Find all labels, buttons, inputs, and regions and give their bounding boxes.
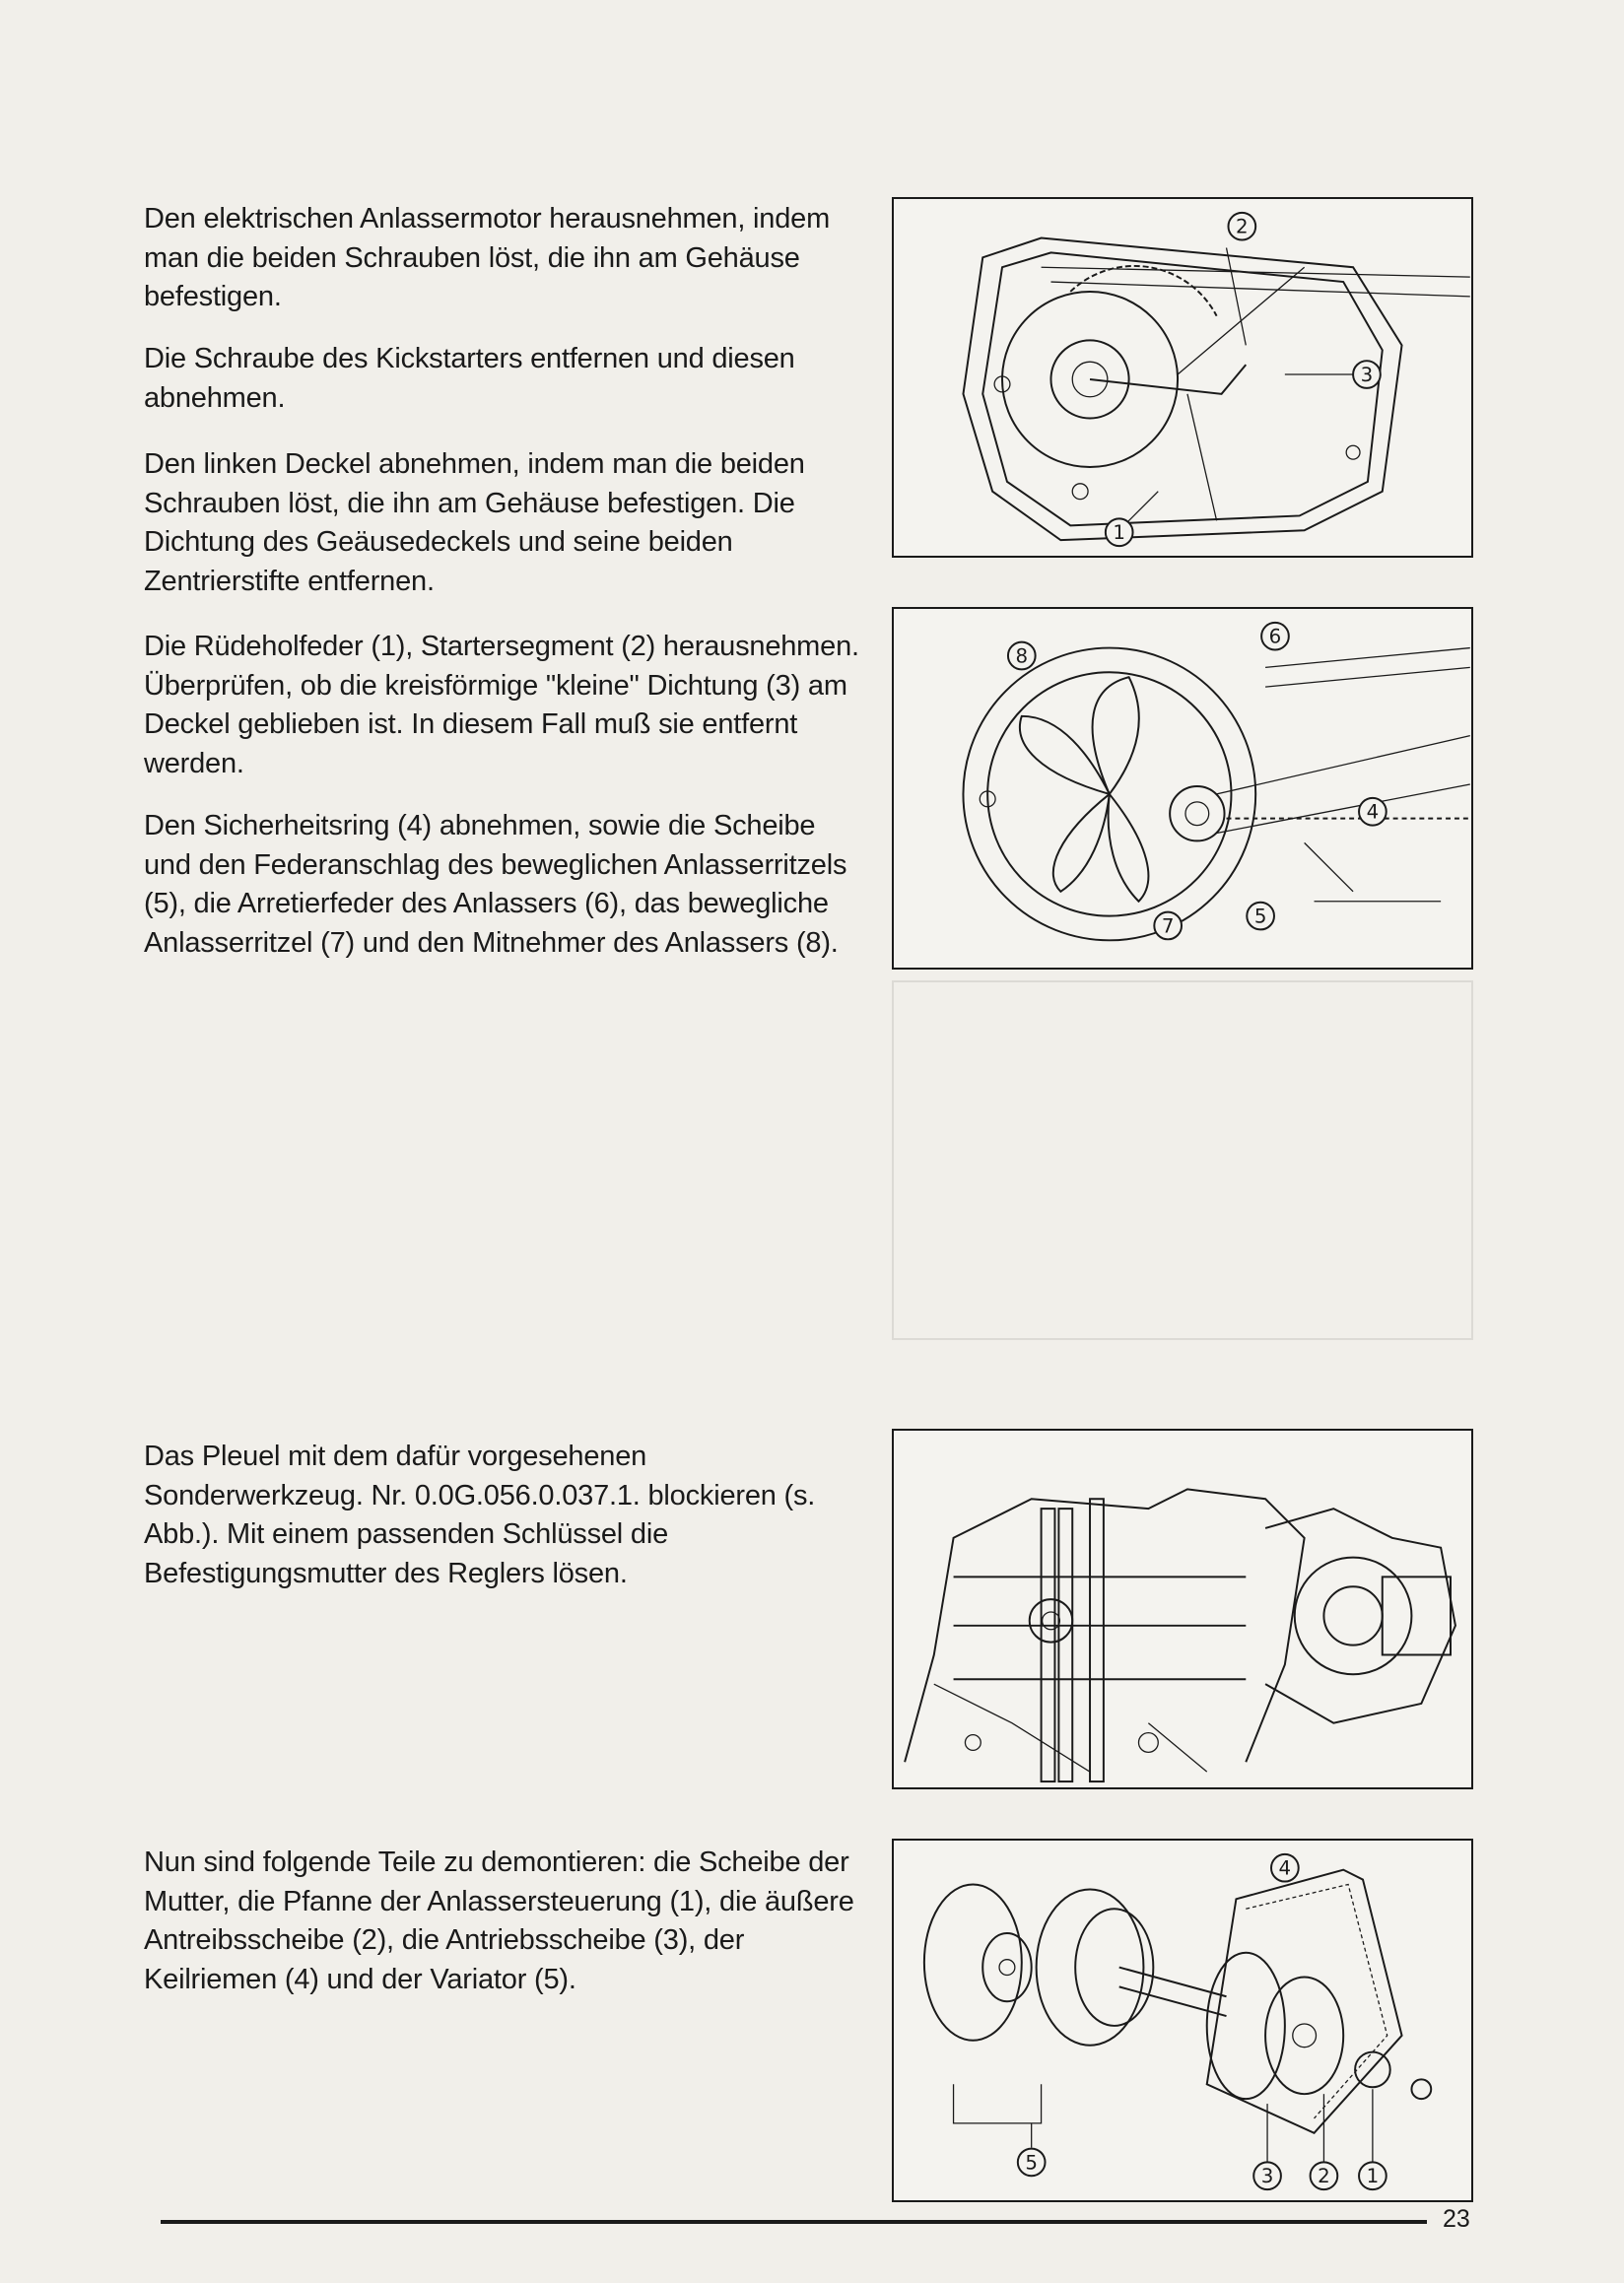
callout-label: 5	[1025, 2151, 1038, 2175]
callout-label: 3	[1260, 2165, 1274, 2188]
figure-starter-segment	[892, 197, 1473, 558]
paragraph-remove-return-spring: Die Rüdeholfeder (1), Startersegment (2) herausnehmen. Überprüfen, ob die kreisförmige "kleine" Dichtung (3) am Deckel geblieben ist. In diesem Fall muß sie entfernt werden.	[144, 631, 859, 779]
callout-label: 1	[1366, 2165, 1380, 2188]
show-through-frame	[892, 980, 1473, 1340]
callout-label: 4	[1278, 1856, 1292, 1880]
figure-callout	[1359, 2162, 1387, 2189]
figure-callout	[1271, 1854, 1299, 1882]
callout-label: 8	[1015, 644, 1029, 668]
figure-callout	[1018, 2149, 1046, 2177]
callout-label: 2	[1236, 215, 1249, 238]
figure-callout	[1261, 623, 1289, 650]
figure-callout	[1247, 903, 1274, 930]
figure-special-tool	[892, 1429, 1473, 1789]
starter-pinion-drawing	[894, 609, 1471, 968]
figure-callout	[1154, 912, 1182, 940]
callout-label: 1	[1113, 521, 1125, 545]
variator-exploded-drawing	[894, 1841, 1471, 2200]
paragraph-remove-starter-motor: Den elektrischen Anlassermotor herausnehmen, indem man die beiden Schrauben löst, die ihn am Gehäuse befestigen.	[144, 203, 831, 312]
paragraph-block-connecting-rod: Das Pleuel mit dem dafür vorgesehenen Sonderwerkzeug. Nr. 0.0G.056.0.037.1. blockieren (s. Abb.). Mit einem passenden Schlüssel die Befestigungsmutter des Reglers lösen.	[144, 1441, 816, 1589]
page-number: 23	[1443, 2205, 1470, 2233]
figure-callout	[1008, 642, 1036, 670]
callout-label: 3	[1360, 363, 1374, 386]
paragraph-remove-kickstarter: Die Schraube des Kickstarters entfernen und diesen abnehmen.	[144, 343, 795, 414]
callout-label: 4	[1366, 800, 1380, 824]
paragraph-remove-left-cover: Den linken Deckel abnehmen, indem man die beiden Schrauben löst, die ihn am Gehäuse befestigen. Die Dichtung des Geäusedeckels und seine beiden Zentrierstifte entfernen.	[144, 448, 805, 597]
figure-starter-pinion	[892, 607, 1473, 970]
callout-label: 6	[1268, 625, 1282, 648]
paragraph-remove-safety-ring: Den Sicherheitsring (4) abnehmen, sowie die Scheibe und den Federanschlag des beweglichen Anlasserritzels (5), die Arretierfeder des Anlassers (6), das bewegliche Anlasserritzel (7) und den Mitnehmer des Anlassers (8).	[144, 810, 847, 959]
starter-segment-drawing	[894, 199, 1471, 556]
paragraph-remove-variator-parts: Nun sind folgende Teile zu demontieren: die Scheibe der Mutter, die Pfanne der Anlassersteuerung (1), die äußere Antreibsscheibe (2), die Antriebsscheibe (3), der Keilriemen (4) und der Variator (5).	[144, 1847, 854, 1995]
figure-callout	[1311, 2162, 1338, 2189]
figure-callout	[1353, 361, 1381, 388]
special-tool-drawing	[894, 1431, 1471, 1787]
figure-callout	[1228, 213, 1255, 240]
callout-label: 7	[1161, 914, 1175, 938]
figure-variator-exploded	[892, 1839, 1473, 2202]
figure-callout	[1253, 2162, 1281, 2189]
callout-label: 5	[1253, 905, 1267, 928]
figure-callout	[1359, 798, 1387, 826]
callout-label: 2	[1318, 2165, 1330, 2188]
footer-rule	[161, 2220, 1427, 2224]
figure-callout	[1106, 518, 1133, 546]
